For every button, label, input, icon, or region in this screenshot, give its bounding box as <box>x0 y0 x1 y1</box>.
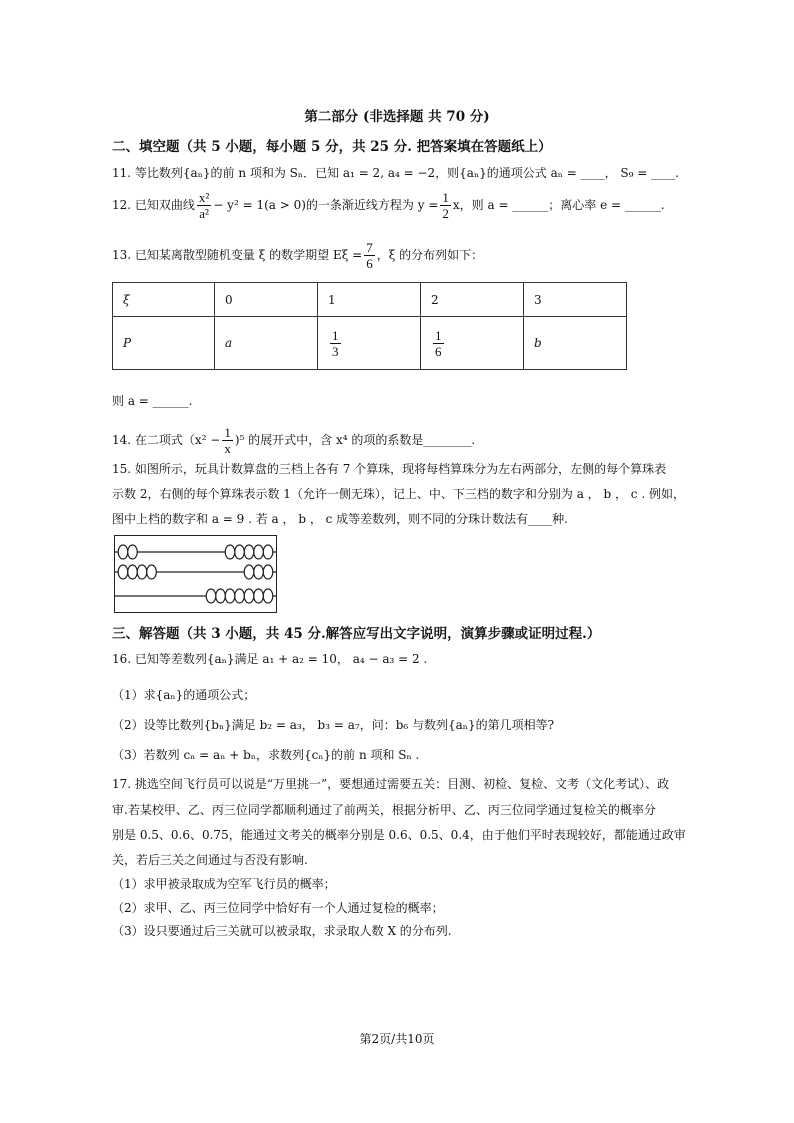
q13-post: ，ξ 的分布列如下： <box>376 248 484 262</box>
table-cell: 0 <box>215 283 318 317</box>
abacus-bead <box>244 565 254 579</box>
question-16-stem: 16. 已知等差数列{aₙ}满足 a₁ + a₂ = 10， a₄ − a₃ = 2 . <box>112 652 428 666</box>
question-12 <box>112 190 665 221</box>
question-15-line2: 示数 2，右侧的每个算珠表示数 1（允许一侧无珠），记上、中、下三档的数字和分别为 a ， b ， c . 例如， <box>112 487 685 501</box>
question-17-line2: 审.若某校甲、乙、丙三位同学都顺利通过了前两关，根据分析甲、乙、丙三位同学通过复检关的概率分 <box>112 803 656 817</box>
abacus-bead <box>225 589 235 603</box>
question-15-line1: 15. 如图所示，玩具计数算盘的三档上各有 7 个算珠，现将每档算珠分为左右两部分，左侧的每个算珠表 <box>112 462 667 476</box>
distribution-table <box>112 282 627 370</box>
question-14 <box>112 425 475 456</box>
table-cell <box>318 317 421 370</box>
abacus-bead <box>147 565 157 579</box>
abacus-bead <box>263 589 273 603</box>
question-17-part2: （2）求甲、乙、丙三位同学中恰好有一个人通过复检的概率； <box>112 901 444 915</box>
abacus-bead <box>263 565 273 579</box>
q12-pre: 12. 已知双曲线 <box>112 198 195 212</box>
question-16-part3: （3）若数列 cₙ = aₙ + bₙ，求数列{cₙ}的前 n 项和 Sₙ . <box>112 748 420 762</box>
q12-mid: − y² = 1(a > 0)的一条渐近线方程为 y = <box>213 198 439 212</box>
table-cell: 2 <box>421 283 524 317</box>
question-16-part1: （1）求{aₙ}的通项公式； <box>112 688 256 702</box>
abacus-bead <box>244 545 254 559</box>
abacus-bead <box>206 589 216 603</box>
q12-post: x，则 a = ______；离心率 e = ______. <box>452 198 665 212</box>
question-17-part1: （1）求甲被录取成为空军飞行员的概率； <box>112 877 336 891</box>
q12-fraction-x2-a2: $\frac{\text{x²}}{\text{a²}}$ <box>198 190 210 221</box>
table-cell: 1 <box>318 283 421 317</box>
abacus-bead <box>254 589 264 603</box>
abacus-drawing <box>115 536 276 612</box>
fraction-one-third: $\frac{1}{3}$ <box>332 327 339 359</box>
fraction-one-sixth: $\frac{1}{6}$ <box>435 327 442 359</box>
question-13 <box>112 240 483 271</box>
question-11: 11. 等比数列{aₙ}的前 n 项和为 Sₙ．已知 a₁ = 2, a₄ = −2，则{aₙ}的通项公式 aₙ = ____， S₉ = ____. <box>112 166 679 180</box>
table-cell: ξ <box>113 283 215 317</box>
question-17-part3: （3）设只要通过后三关就可以被录取，求录取人数 X 的分布列. <box>112 924 452 938</box>
question-17-line3: 别是 0.5、0.6、0.75，能通过文考关的概率分别是 0.6、0.5、0.4，由于他们平时表现较好，都能通过政审 <box>112 828 686 842</box>
table-cell <box>421 317 524 370</box>
table-cell: a <box>215 317 318 370</box>
q13-pre: 13. 已知某离散型随机变量 ξ 的数学期望 Eξ = <box>112 248 363 262</box>
table-cell: b <box>524 317 627 370</box>
abacus-bead <box>263 545 273 559</box>
question-17-line1: 17. 挑选空间飞行员可以说是“万里挑一”，要想通过需要五关：目测、初检、复检、文考（文化考试）、政 <box>112 777 670 791</box>
table-row <box>113 283 627 317</box>
abacus-figure <box>114 535 277 613</box>
question-15-line3: 图中上档的数字和 a = 9 . 若 a ， b ， c 成等差数列，则不同的分珠计数法有____种. <box>112 512 568 526</box>
table-cell: 3 <box>524 283 627 317</box>
abacus-bead <box>244 589 254 603</box>
q12-fraction-half: $\frac{1}{2}$ <box>442 190 449 221</box>
abacus-bead <box>137 565 147 579</box>
part-title: 第二部分 (非选择题 共 70 分) <box>304 109 490 125</box>
q14-fraction-one-over-x: $\frac{1}{x}$ <box>224 425 231 456</box>
table-row <box>113 317 627 370</box>
question-13-answer: 则 a = ______. <box>112 394 193 408</box>
section-solution-title: 三、解答题（共 3 小题，共 45 分.解答应写出文字说明，演算步骤或证明过程.） <box>112 626 601 642</box>
abacus-bead <box>254 545 264 559</box>
abacus-bead <box>118 565 128 579</box>
q14-pre: 14. 在二项式（x² − <box>112 433 221 447</box>
abacus-bead <box>128 565 138 579</box>
question-17-line4: 关，若后三关之间通过与否没有影响. <box>112 853 308 867</box>
question-16-part2: （2）设等比数列{bₙ}满足 b₂ = a₃， b₃ = a₇，问：b₆ 与数列{aₙ}的第几项相等? <box>112 718 555 732</box>
abacus-bead <box>118 545 128 559</box>
abacus-bead <box>225 545 235 559</box>
table-cell: P <box>113 317 215 370</box>
abacus-bead <box>235 589 245 603</box>
q13-fraction-expectation: $\frac{7}{6}$ <box>366 240 373 271</box>
abacus-bead <box>216 589 226 603</box>
abacus-bead <box>235 545 245 559</box>
abacus-bead <box>254 565 264 579</box>
abacus-bead <box>128 545 138 559</box>
q14-post: )⁵ 的展开式中，含 x⁴ 的项的系数是________. <box>234 433 476 447</box>
page-footer: 第2页/共10页 <box>359 1032 435 1046</box>
section-fill-in-title: 二、填空题（共 5 小题，每小题 5 分，共 25 分. 把答案填在答题纸上） <box>112 139 552 155</box>
